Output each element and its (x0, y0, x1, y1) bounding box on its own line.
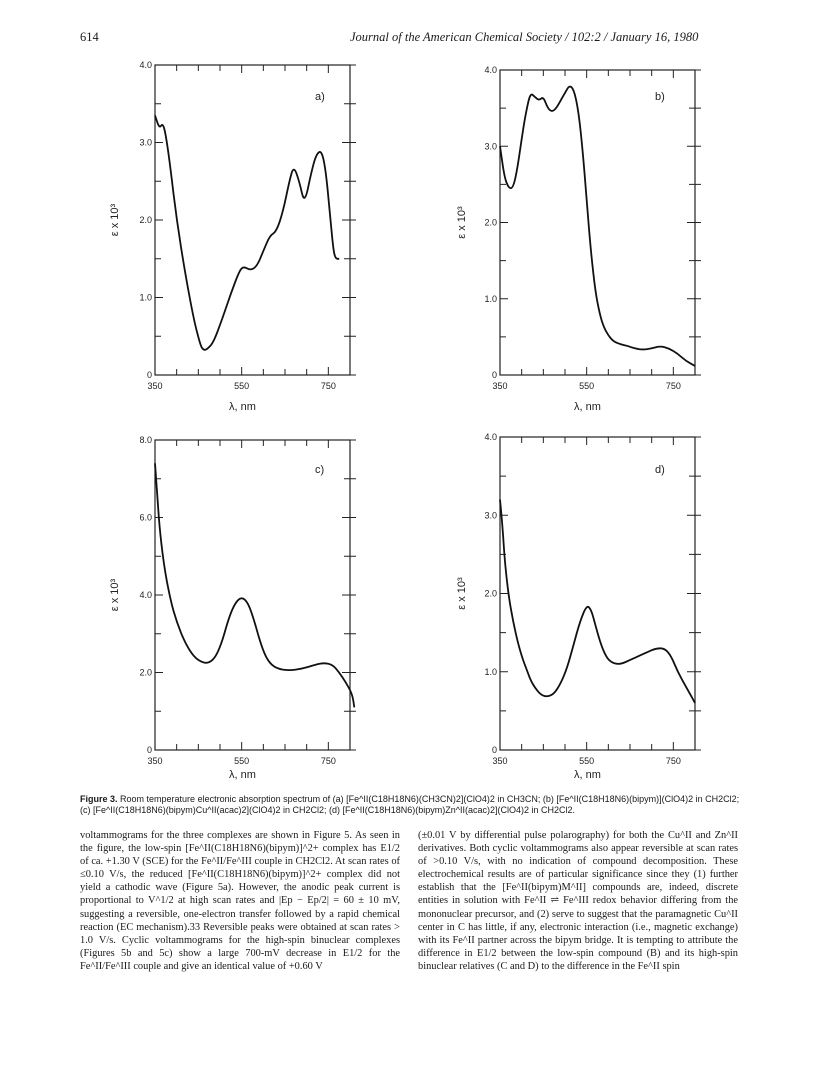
y-axis-label: ε x 10³ (456, 206, 468, 239)
y-axis-label: ε x 10³ (109, 203, 121, 237)
panel-label: a) (315, 91, 325, 103)
x-tick-label: 550 (234, 756, 250, 766)
y-tick-label: 0 (491, 370, 497, 380)
x-tick-label: 550 (579, 756, 595, 766)
x-axis-label: λ, nm (229, 401, 256, 413)
y-tick-label: 1.0 (139, 292, 152, 303)
panel-label: b) (655, 91, 665, 103)
y-tick-label: 6.0 (139, 512, 152, 523)
caption-text: Room temperature electronic absorption spectrum of (a) [Fe^II(C18H18N6)(CH3CN)2](ClO4)2 in CH3CN; (b) [Fe^II(C18H18N6)(bipym)](ClO4)2 in CH2Cl2; (c) [Fe^II(C18H18N6)(bipym)Cu^II(acac)2](ClO4)2 in CH2Cl2; (d) [Fe^II(C18H18N6)(bipym)Zn^II(acac)2](ClO4)2 in CH2Cl2. (80, 794, 740, 815)
spectrum-curve (500, 500, 695, 703)
figure-caption (80, 794, 740, 816)
x-axis-label: λ, nm (229, 769, 256, 781)
x-tick-label: 550 (579, 381, 595, 391)
x-tick-label: 350 (492, 381, 508, 391)
x-tick-label: 750 (665, 381, 681, 391)
y-axis-label: ε x 10³ (456, 577, 468, 610)
x-tick-label: 750 (320, 756, 336, 766)
spectrum-curve (155, 115, 339, 349)
y-tick-label: 2.0 (139, 667, 152, 678)
y-tick-label: 0 (491, 745, 497, 755)
body-text-right-column: (±0.01 V by differential pulse polarography) for both the Cu^II and Zn^II derivatives. Both cyclic voltammograms also appear reversible at scan rates of >0.10 V/s, with no indication of compound decomposition. These electrochemical results are of particular significance since they (1) further establish that the [Fe^II(bipym)M^II] compounds are, indeed, discrete entities in solution with Fe^II ⇌ Fe^III redox behavior differing from the mononuclear precursor, and (2) serve to suggest that the paramagnetic Cu^II center in C has little, if any, electronic interaction (i.e., magnetic exchange) with its Fe^II partner across the bipym bridge. It is tempting to attribute the difference in E1/2 between the low-spin compound (B) and its high-spin binuclear relatives (C and D) to the difference in the Fe^II spin (418, 830, 738, 972)
x-tick-label: 350 (492, 756, 508, 766)
x-tick-label: 550 (234, 381, 250, 391)
y-tick-label: 4.0 (484, 432, 497, 442)
spectrum-panel-2 (500, 70, 701, 375)
y-tick-label: 4.0 (139, 60, 152, 70)
y-tick-label: 1.0 (484, 666, 497, 677)
spectrum-curve (500, 87, 695, 366)
x-tick-label: 350 (147, 756, 163, 766)
y-tick-label: 0 (146, 745, 152, 755)
y-tick-label: 2.0 (139, 215, 152, 225)
spectrum-curve (155, 463, 354, 707)
y-tick-label: 8.0 (139, 435, 152, 445)
page-number: 614 (80, 30, 99, 44)
y-tick-label: 4.0 (139, 590, 152, 600)
x-tick-label: 750 (320, 381, 336, 391)
panel-label: c) (315, 464, 325, 476)
y-tick-label: 1.0 (484, 293, 497, 304)
plot-frame (500, 437, 695, 750)
spectrum-panel-1 (155, 65, 356, 375)
x-tick-label: 350 (147, 381, 163, 391)
plot-frame (155, 440, 350, 750)
y-tick-label: 2.0 (484, 588, 497, 599)
y-tick-label: 3.0 (484, 141, 497, 152)
x-tick-label: 750 (665, 756, 681, 766)
y-axis-label: ε x 10³ (109, 578, 121, 612)
x-axis-label: λ, nm (574, 401, 601, 413)
caption-label: Figure 3. (80, 794, 118, 804)
body-text-left-column: voltammograms for the three complexes are shown in Figure 5. As seen in the figure, the low-spin [Fe^II(C18H18N6)(bipym)]^2+ complex has E1/2 of ca. +1.30 V (SCE) for the Fe^II/Fe^III couple in CH2Cl2. At scan rates of ≤0.10 V/s, the reduced [Fe^II(C18H18N6)(bipym)]^2+ complex did not yield a cathodic wave (Figure 5a). However, the anodic peak current is proportional to V^1/2 at high scan rates and |Ep − Ep/2| = 60 ± 10 mV, suggesting a reversible, one-electron transfer followed by a rapid chemical reaction (EC mechanism).33 Reversible peaks were obtained at scan rates > 1.0 V/s. Cyclic voltammograms for the high-spin binuclear complexes (Figures 5b and 5c) show a large 700-mV decrease in E1/2 for the Fe^II/Fe^III couple and give an identical value of +0.60 V (80, 830, 400, 972)
x-axis-label: λ, nm (574, 769, 601, 781)
spectrum-panel-3 (155, 440, 356, 750)
plot-frame (500, 70, 695, 375)
spectrum-panel-4 (500, 437, 701, 750)
plot-frame (155, 65, 350, 375)
y-tick-label: 0 (146, 370, 152, 380)
y-tick-label: 2.0 (484, 217, 497, 228)
panel-label: d) (655, 464, 665, 476)
y-tick-label: 3.0 (484, 510, 497, 521)
y-tick-label: 3.0 (139, 137, 152, 148)
y-tick-label: 4.0 (484, 65, 497, 75)
journal-running-header: Journal of the American Chemical Society / 102:2 / January 16, 1980 (350, 30, 699, 44)
